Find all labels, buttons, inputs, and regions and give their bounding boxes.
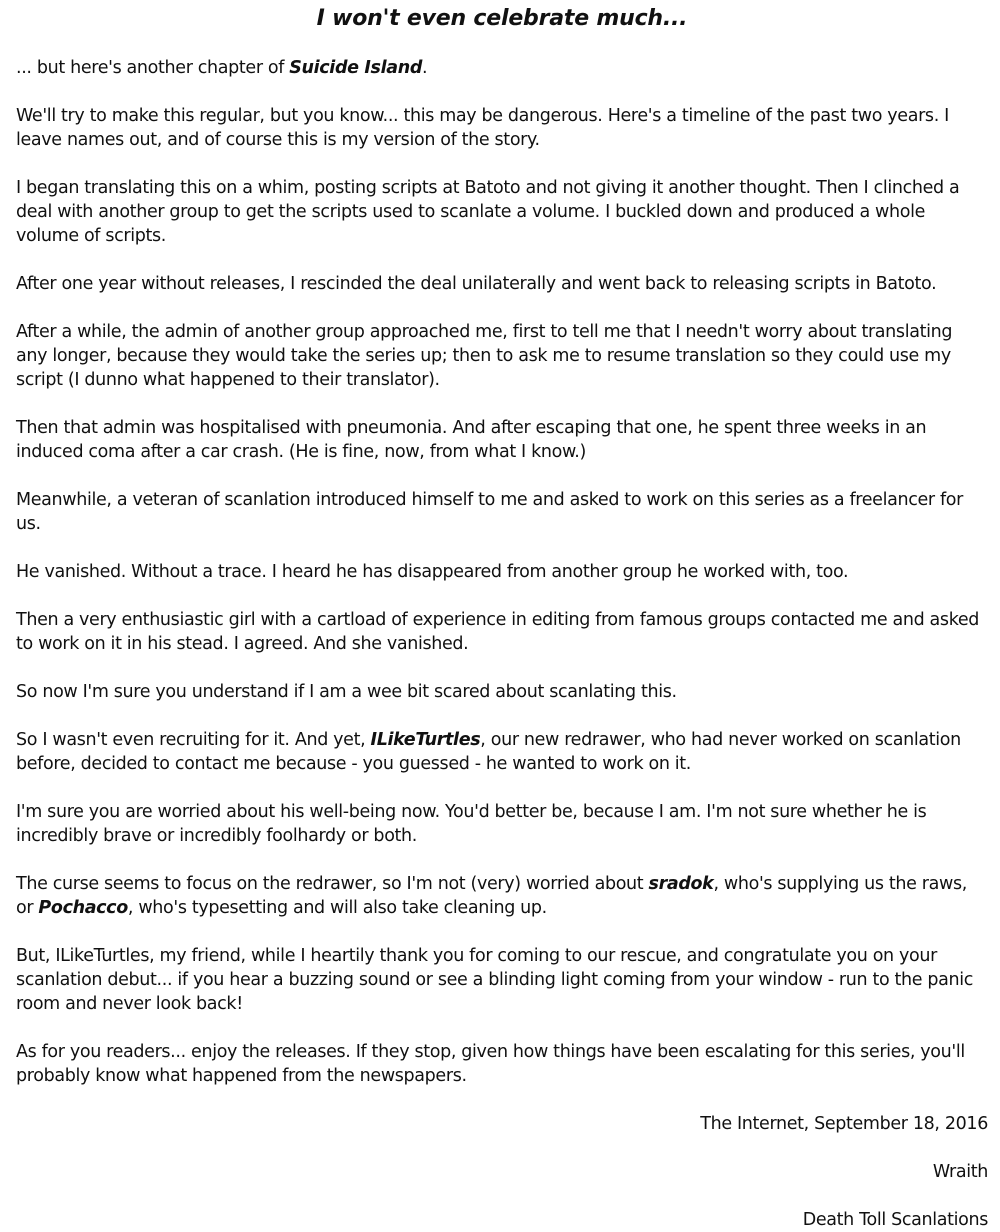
intro-paragraph xyxy=(16,56,988,80)
paragraph-readers: As for you readers... enjoy the releases. If they stop, given how things have been escalating for this series, you'll probably know what happened from the newspapers. xyxy=(16,1042,965,1086)
paragraph-vanished: He vanished. Without a trace. I heard he has disappeared from another group he worked with, too. xyxy=(16,562,849,582)
intro-text-after: . xyxy=(422,58,428,78)
curse-text-middle: , who's supplying us the raws, or xyxy=(16,874,967,918)
intro-text-before: ... but here's another chapter of xyxy=(16,58,290,78)
paragraph-friend: But, ILikeTurtles, my friend, while I heartily thank you for coming to our rescue, and congratulate you on your scanlation debut... if you hear a buzzing sound or see a blinding light coming from your window - run to the panic room and never look back! xyxy=(16,946,974,1014)
curse-text-before: The curse seems to focus on the redrawer, so I'm not (very) worried about xyxy=(16,874,649,894)
paragraph-rescinded-deal: After one year without releases, I rescinded the deal unilaterally and went back to releasing scripts in Batoto. xyxy=(16,274,937,294)
paragraph-admin-approached: After a while, the admin of another group approached me, first to tell me that I needn't worry about translating any longer, because they would take the series up; then to ask me to resume translation so they could use my script (I dunno what happened to their translator). xyxy=(16,322,953,390)
paragraph-regular-release: We'll try to make this regular, but you know... this may be dangerous. Here's a timeline of the past two years. I leave names out, and of course this is my version of the story. xyxy=(16,106,949,150)
paragraph-enthusiastic-girl: Then a very enthusiastic girl with a cartload of experience in editing from famous groups contacted me and asked to work on it in his stead. I agreed. And she vanished. xyxy=(16,610,980,654)
raw-provider-name: sradok xyxy=(648,874,714,894)
redrawer-name: ILikeTurtles xyxy=(370,730,481,750)
paragraph-curse xyxy=(16,872,988,920)
curse-text-after: , who's typesetting and will also take cleaning up. xyxy=(127,898,547,918)
signoff-place-date: The Internet, September 18, 2016 xyxy=(700,1114,988,1134)
paragraph-worried: I'm sure you are worried about his well-being now. You'd better be, because I am. I'm not sure whether he is incredibly brave or incredibly foolhardy or both. xyxy=(16,802,927,846)
recruit-text-after: , our new redrawer, who had never worked on scanlation before, decided to contact me because - you guessed - he wanted to work on it. xyxy=(16,730,961,774)
paragraph-recruiting xyxy=(16,728,988,776)
paragraph-veteran-freelancer: Meanwhile, a veteran of scanlation introduced himself to me and asked to work on this series as a freelancer for us. xyxy=(16,490,963,534)
typesetter-name: Pochacco xyxy=(38,898,128,918)
paragraph-scared: So now I'm sure you understand if I am a wee bit scared about scanlating this. xyxy=(16,682,677,702)
signoff-group: Death Toll Scanlations xyxy=(802,1210,988,1230)
page-title: I won't even celebrate much... xyxy=(316,6,688,31)
series-title: Suicide Island xyxy=(289,58,423,78)
paragraph-began-translating: I began translating this on a whim, posting scripts at Batoto and not giving it another thought. Then I clinched a deal with another group to get the scripts used to scanlate a volume. I buckled down and produced a whole volume of scripts. xyxy=(16,178,960,246)
paragraph-admin-hospitalised: Then that admin was hospitalised with pneumonia. And after escaping that one, he spent three weeks in an induced coma after a car crash. (He is fine, now, from what I know.) xyxy=(16,418,927,462)
signoff-author: Wraith xyxy=(932,1162,988,1182)
recruit-text-before: So I wasn't even recruiting for it. And yet, xyxy=(16,730,371,750)
